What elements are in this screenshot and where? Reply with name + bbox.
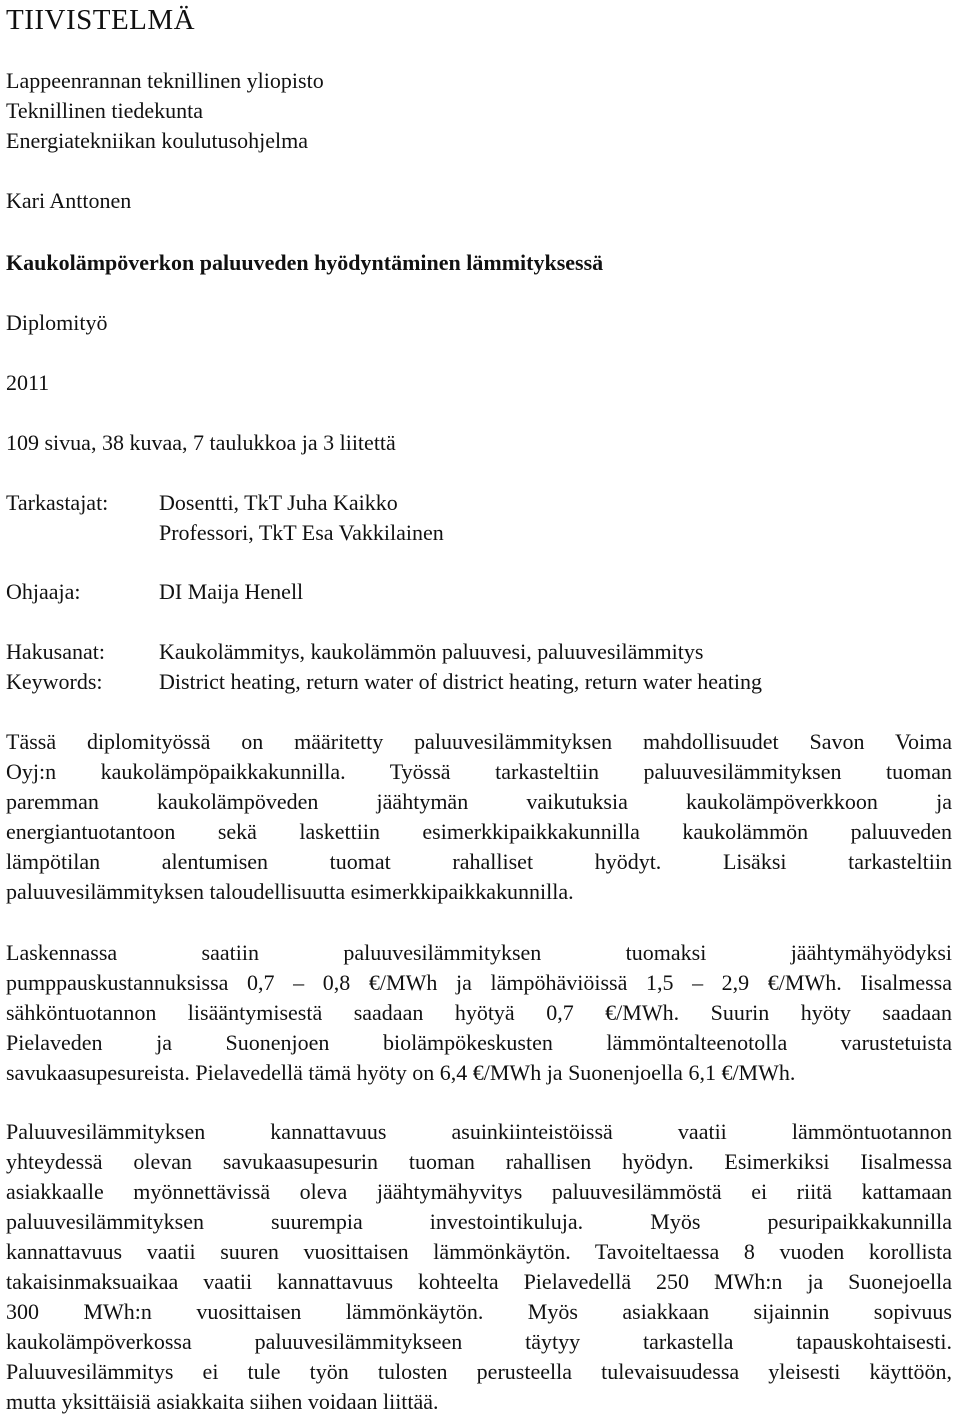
paragraph-line: paremman kaukolämpöveden jäähtymän vaikutuksia kaukolämpöverkkoon ja: [6, 789, 952, 814]
paragraph-line: pumppauskustannuksissa 0,7 – 0,8 €/MWh ja lämpöhäviöissä 1,5 – 2,9 €/MWh. Iisalmessa: [6, 970, 952, 995]
faculty-name: Teknillinen tiedekunta: [6, 98, 204, 123]
keywords-en-value: District heating, return water of district heating, return water heating: [159, 669, 762, 694]
keywords-en-label: Keywords:: [6, 669, 103, 694]
paragraph-line: mutta yksittäisiä asiakkaita siihen voidaan liittää.: [6, 1389, 439, 1414]
thesis-title: Kaukolämpöverkon paluuveden hyödyntäminen lämmityksessä: [6, 250, 604, 275]
thesis-year: 2011: [6, 370, 50, 395]
paragraph-line: savukaasupesureista. Pielavedellä tämä hyöty on 6,4 €/MWh ja Suonenjoella 6,1 €/MWh.: [6, 1060, 796, 1085]
supervisor-name: DI Maija Henell: [159, 579, 304, 604]
paragraph-line: Pielaveden ja Suonenjoen biolämpökeskusten lämmöntalteenotolla varustetuista: [6, 1030, 952, 1055]
paragraph-line: Paluuvesilämmitys ei tule työn tulosten perusteella tulevaisuudessa yleisesti käyttöön,: [6, 1359, 952, 1384]
examiners-label: Tarkastajat:: [6, 490, 109, 515]
thesis-type: Diplomityö: [6, 310, 108, 335]
paragraph-line: kannattavuus vaatii suuren vuosittaisen lämmönkäytön. Tavoiteltaessa 8 vuoden korollista: [6, 1239, 952, 1264]
paragraph-line: Paluuvesilämmityksen kannattavuus asuinkiinteistöissä vaatii lämmöntuotannon: [6, 1119, 952, 1144]
keywords-fi-label: Hakusanat:: [6, 639, 105, 664]
university-name: Lappeenrannan teknillinen yliopisto: [6, 68, 324, 93]
paragraph-line: energiantuotantoon sekä laskettiin esimerkkipaikkakunnilla kaukolämmön paluuveden: [6, 819, 952, 844]
paragraph-line: asiakkaalle myönnettävissä oleva jäähtymähyvitys paluuvesilämmöstä ei riitä kattamaan: [6, 1179, 952, 1204]
supervisor-label: Ohjaaja:: [6, 579, 81, 604]
examiner-2: Professori, TkT Esa Vakkilainen: [159, 520, 444, 545]
paragraph-line: sähköntuotannon lisääntymisestä saadaan hyötyä 0,7 €/MWh. Suurin hyöty saadaan: [6, 1000, 952, 1025]
paragraph-line: takaisinmaksuaikaa vaatii kannattavuus kohteelta Pielavedellä 250 MWh:n ja Suonejoella: [6, 1269, 952, 1294]
abstract-paragraph-3: [6, 1117, 952, 1417]
keywords-fi-value: Kaukolämmitys, kaukolämmön paluuvesi, paluuvesilämmitys: [159, 639, 704, 664]
paragraph-line: 300 MWh:n vuosittaisen lämmönkäytön. Myös asiakkaan sijainnin sopivuus: [6, 1299, 952, 1324]
page-title: TIIVISTELMÄ: [6, 4, 196, 36]
paragraph-line: paluuvesilämmityksen taloudellisuutta esimerkkipaikkakunnilla.: [6, 879, 574, 904]
paragraph-line: kaukolämpöverkossa paluuvesilämmitykseen täytyy tarkastella tapauskohtaisesti.: [6, 1329, 952, 1354]
paragraph-line: yhteydessä olevan savukaasupesurin tuoman rahallisen hyödyn. Esimerkiksi Iisalmessa: [6, 1149, 952, 1174]
abstract-paragraph-2: [6, 938, 952, 1088]
paragraph-line: paluuvesilämmityksen suurempia investointikuluja. Myös pesuripaikkakunnilla: [6, 1209, 952, 1234]
author-name: Kari Anttonen: [6, 188, 132, 213]
paragraph-line: Oyj:n kaukolämpöpaikkakunnilla. Työssä tarkasteltiin paluuvesilämmityksen tuoman: [6, 759, 952, 784]
paragraph-line: Tässä diplomityössä on määritetty paluuvesilämmityksen mahdollisuudet Savon Voima: [6, 729, 952, 754]
paragraph-line: lämpötilan alentumisen tuomat rahalliset hyödyt. Lisäksi tarkasteltiin: [6, 849, 952, 874]
examiner-1: Dosentti, TkT Juha Kaikko: [159, 490, 398, 515]
programme-name: Energiatekniikan koulutusohjelma: [6, 128, 309, 153]
paragraph-line: Laskennassa saatiin paluuvesilämmityksen tuomaksi jäähtymähyödyksi: [6, 940, 952, 965]
thesis-extent: 109 sivua, 38 kuvaa, 7 taulukkoa ja 3 liitettä: [6, 430, 396, 455]
abstract-paragraph-1: [6, 727, 952, 907]
